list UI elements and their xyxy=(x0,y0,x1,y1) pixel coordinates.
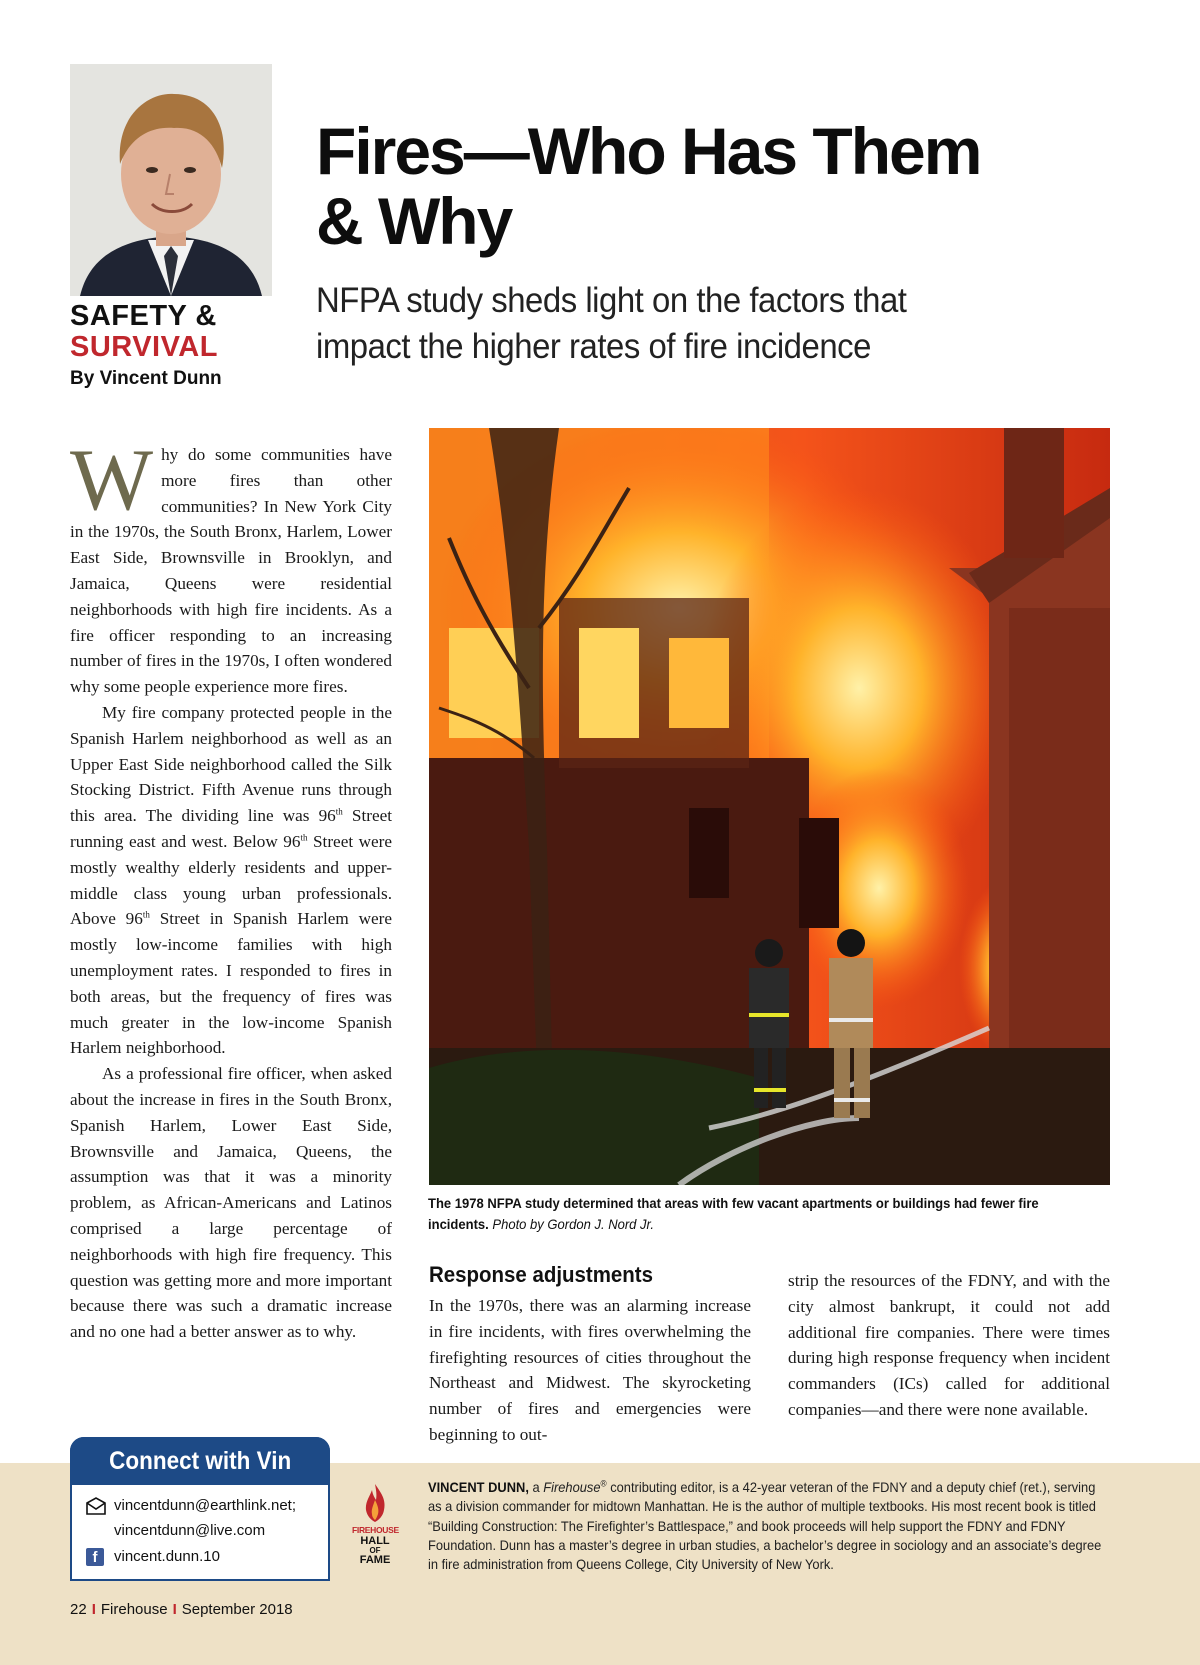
title-line-2: & Why xyxy=(316,184,512,258)
subtitle-line-2: impact the higher rates of fire incidence xyxy=(316,327,871,366)
article-subtitle xyxy=(316,278,918,370)
author-bio xyxy=(428,1478,1109,1574)
article-column-1 xyxy=(70,432,393,1345)
paragraph-1-text: hy do some communities have more fires than other communities? In New York City in the 1970s, the South Bronx, Harlem, Lower East Side, Brownsville in Brooklyn, and Jamaica, Queens were residential neighborhoods with high fire incidents. As a fire officer responding to an increasing number of fires in the 1970s, I often wondered why some people experience more fires. xyxy=(70,445,392,697)
title-line-1: Fires—Who Has Them xyxy=(316,114,981,188)
folio-date: September 2018 xyxy=(181,1601,293,1618)
article-title xyxy=(316,116,1136,256)
hall-of-fame-firehouse: FIREHOUSE xyxy=(352,1525,399,1535)
paragraph-4: In the 1970s, there was an alarming increase in fire incidents, with fires overwhelming the firefighting resources of cities throughout the Northeast and Midwest. The skyrocketing number of fires and emergencies were beginning to out- xyxy=(429,1296,751,1444)
ordinal-suffix: th xyxy=(300,832,308,843)
hall-of-fame-hall: HALL xyxy=(360,1535,390,1547)
hall-of-fame-fame: FAME xyxy=(359,1554,391,1566)
paragraph-2-text-a: My fire company protected people in the Spanish Harlem neighborhood as well as an Upper East Side neighborhood called the Silk Stocking District. Fifth Avenue runs through this area. The dividing line was 96 xyxy=(70,702,392,826)
photo-credit: Photo by Gordon J. Nord Jr. xyxy=(492,1216,655,1232)
facebook-link[interactable]: vincent.dunn.10 xyxy=(114,1548,220,1565)
connect-heading-text: Connect with Vin xyxy=(108,1447,292,1475)
photo-caption xyxy=(428,1193,1064,1235)
bio-text: contributing editor, is a 42-year veteran of the FDNY and a deputy chief (ret.), serving as a division commander for midtown Manhattan. He is the author of multiple textbooks. His most recent book is titled “Building Construction: The Firefighter’s Battlespace,” and book proceeds will help support the FDNY and FDNY Foundation. Dunn has a master’s degree in urban studies, a bachelor’s degree in sociology and an associate’s degree in fire administration from Queens College, City University of New York. xyxy=(428,1479,1102,1573)
registered-mark: ® xyxy=(600,1478,607,1489)
page-folio xyxy=(70,1601,293,1618)
ordinal-suffix: th xyxy=(335,806,343,817)
connect-heading xyxy=(70,1437,330,1485)
bio-magazine: Firehouse xyxy=(543,1479,601,1495)
folio-divider: I xyxy=(91,1601,96,1618)
paragraph-2-text-c: Street were mostly wealthy elderly residents and upper-middle class young urban professionals. Above 96 xyxy=(70,831,393,929)
paragraph-2 xyxy=(70,700,392,1061)
subtitle-line-1: NFPA study sheds light on the factors that xyxy=(316,281,907,320)
bio-author-name: VINCENT DUNN, xyxy=(428,1479,529,1495)
section-label-survival: SURVIVAL xyxy=(70,331,218,363)
author-portrait-illustration xyxy=(70,64,272,296)
paragraph-2-text-b: Street running east and west. Below 96 xyxy=(70,806,392,851)
caption-text: The 1978 NFPA study determined that areas with few vacant apartments or buildings had fewer fire incidents. xyxy=(428,1195,1039,1232)
fire-photo xyxy=(429,428,1110,1185)
section-label-safety: SAFETY & xyxy=(70,300,217,332)
folio-magazine: Firehouse xyxy=(100,1601,168,1618)
facebook-icon: f xyxy=(86,1548,104,1566)
envelope-icon xyxy=(86,1497,106,1515)
paragraph-5: strip the resources of the FDNY, and with the city almost bankrupt, it could not add additional fire companies. There were times during high response frequency when incident commanders (ICs) called for additional companies—and there were none available. xyxy=(788,1271,1110,1419)
page-number: 22 xyxy=(70,1601,87,1618)
author-portrait xyxy=(70,64,272,296)
paragraph-2-text-d: Street in Spanish Harlem were mostly low-income families with high unemployment rates. I responded to fires in both areas, but the frequency of fires was much greater in the low-income Spanish Harlem neighborhood. xyxy=(70,909,392,1058)
bio-pre: a xyxy=(528,1479,544,1495)
email-link-earthlink[interactable]: vincentdunn@earthlink.net; xyxy=(114,1497,297,1514)
paragraph-1 xyxy=(70,432,392,700)
email-link-live[interactable]: vincentdunn@live.com xyxy=(114,1522,266,1539)
byline: By Vincent Dunn xyxy=(70,368,222,389)
paragraph-3: As a professional fire officer, when asked about the increase in fires in the South Bronx, Spanish Harlem, Lower East Side, Brownsville and Jamaica, Queens, the assumption was that it was a minority problem, as African-Americans and Latinos comprised a large percentage of neighborhoods with high fire frequency. This question was getting more and more important because there was such a dramatic increase and no one had a better answer as to why. xyxy=(70,1064,392,1342)
ordinal-suffix: th xyxy=(142,909,150,920)
subheading-response-adjustments: Response adjustments xyxy=(429,1262,653,1287)
folio-divider: I xyxy=(172,1601,177,1618)
drop-cap: W xyxy=(70,432,154,529)
fire-photo-illustration xyxy=(429,428,1110,1185)
hall-of-fame-of: OF xyxy=(369,1546,381,1555)
